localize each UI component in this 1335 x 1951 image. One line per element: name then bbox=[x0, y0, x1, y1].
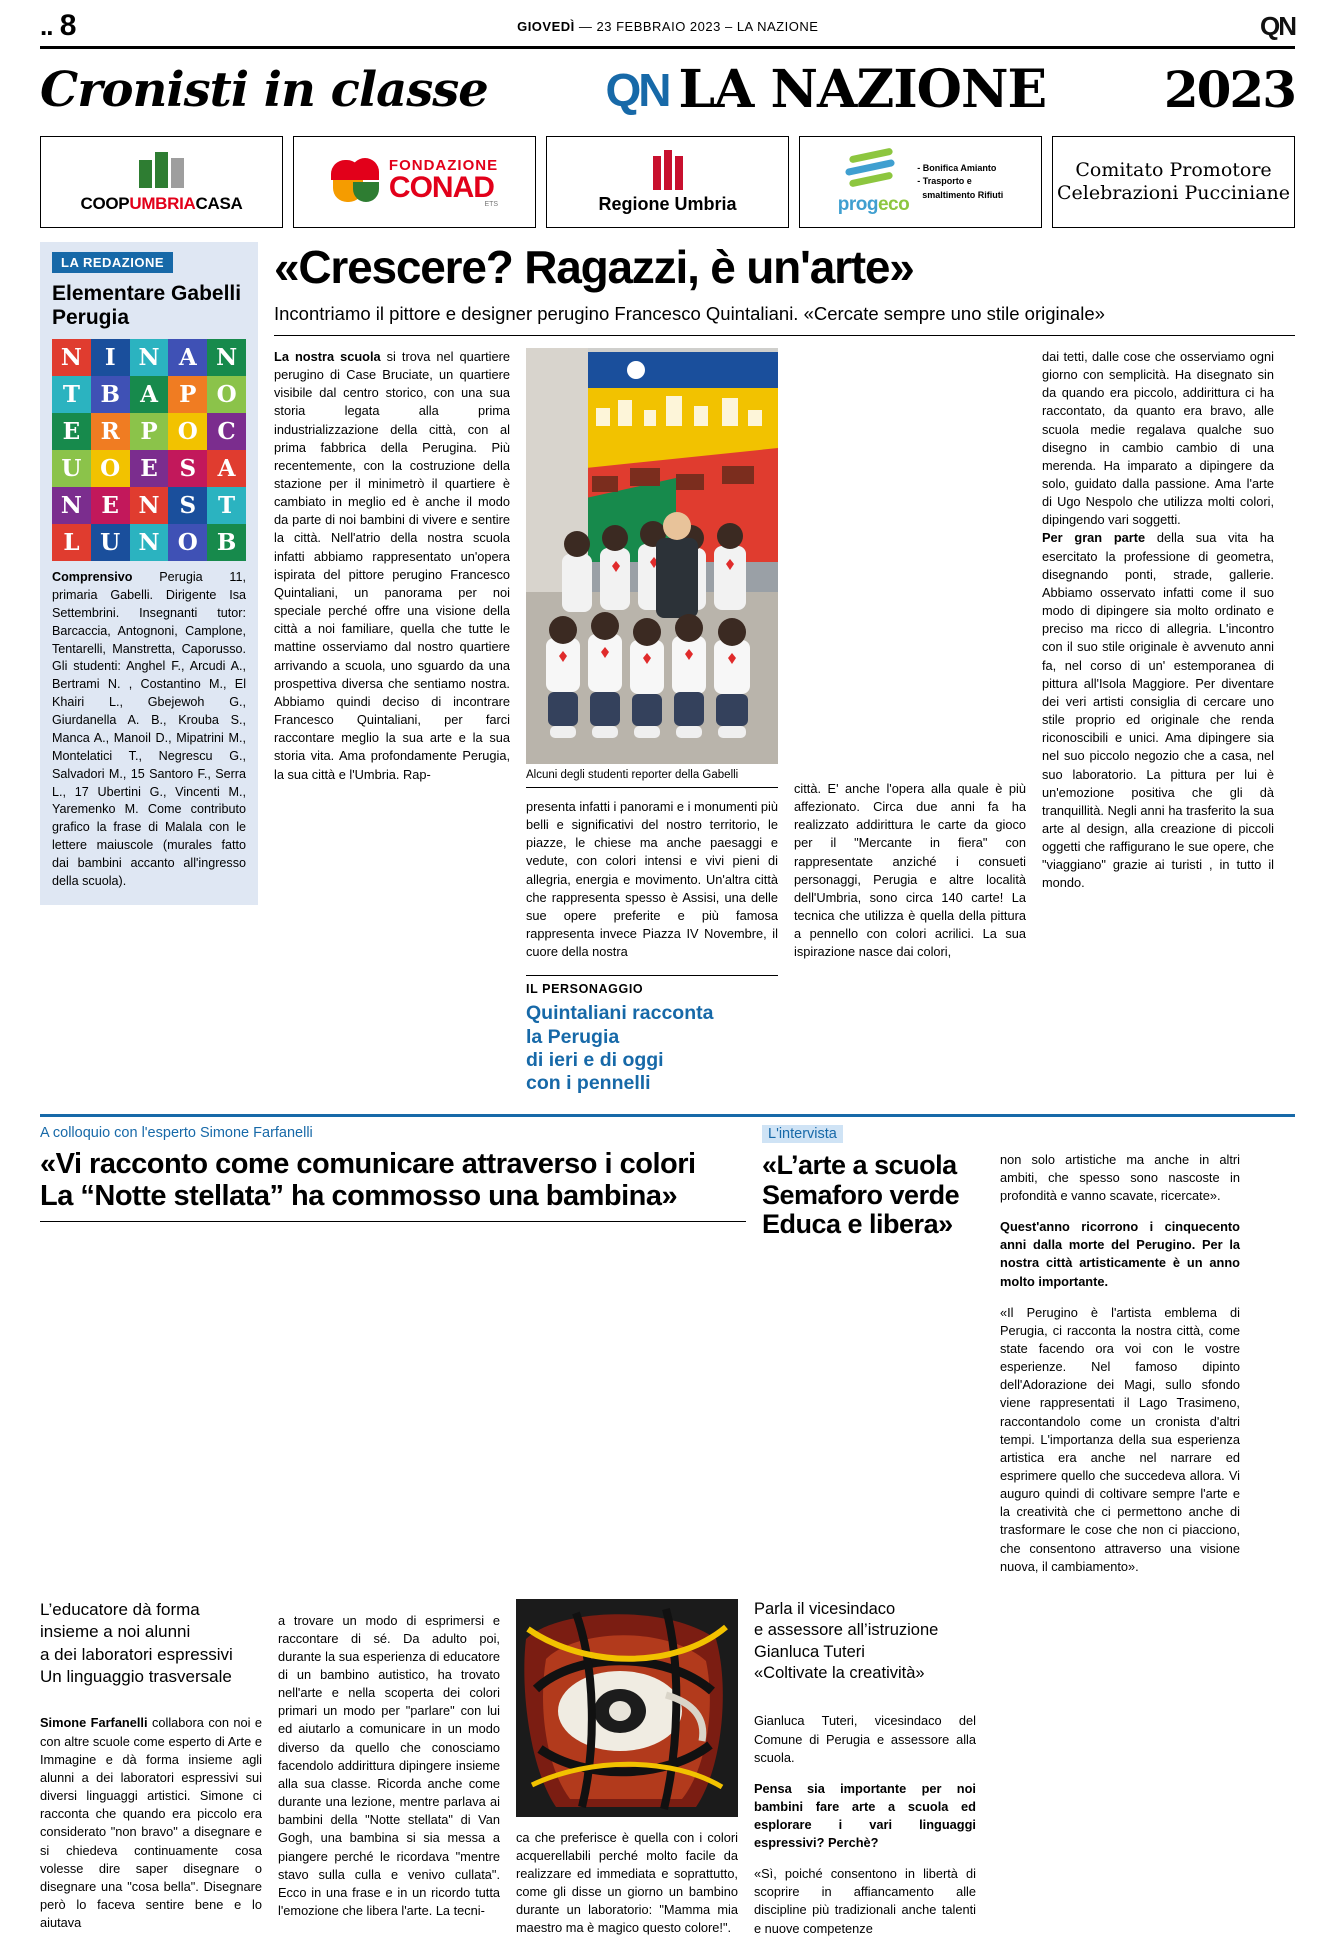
interview-question-2: Quest'anno ricorrono i cinquecento anni dalla morte del Perugino. Per la nostra città artisticamente è un anno molto importante. bbox=[1000, 1219, 1240, 1289]
farfanelli-col2-text: a trovare un modo di esprimersi e raccontare di sé. Da adulto poi, durante la sua esperienza di educatore di un bambino autistico, ha trovato nell'arte e nella scoperta dei colori primari un modo per "parlare" con lui ed aiutarlo a comunicare in un modo diverso da quello che conosciamo facendolo addirittura dipingere insieme alla sua classe. Ricorda anche come durante una lezione, mentre parlava ai bambini della "Notte stellata" di Van Gogh, una bambina si sia messa a piangere perché le ricordava "mentre stavo sulla culla e venivo cullata". Ecco in una frase e in un ricordo tutta l'emozione che libera l'arte. La tecni- bbox=[278, 1612, 500, 1918]
sponsor-regione-label: Regione Umbria bbox=[598, 193, 737, 214]
issue-weekday: GIOVEDÌ bbox=[517, 18, 575, 34]
mural-letter: S bbox=[168, 450, 207, 487]
lower-right-kicker: L'intervista bbox=[762, 1125, 843, 1143]
article-subhead: Incontriamo il pittore e designer perugino Francesco Quintaliani. «Cercate sempre uno stile originale» bbox=[274, 302, 1105, 324]
redaction-sidebar bbox=[40, 242, 258, 1096]
sponsor-progeco-label: progeco bbox=[837, 194, 910, 215]
regione-umbria-icon bbox=[653, 150, 683, 190]
mural-letter: O bbox=[91, 450, 130, 487]
qn-brand-logo: QN bbox=[605, 63, 669, 116]
mural-letter: E bbox=[130, 450, 169, 487]
section-title-script: Cronisti in classe bbox=[40, 61, 488, 118]
page-number bbox=[40, 9, 75, 43]
interview-col bbox=[754, 1599, 976, 1951]
personaggio-label: IL PERSONAGGIO bbox=[526, 982, 644, 997]
article-headline: «Crescere? Ragazzi, è un'arte» bbox=[274, 241, 914, 293]
article-columns bbox=[274, 348, 1295, 1096]
farfanelli-intro: L’educatore dà forma insieme a noi alunni a dei laboratori espressivi Un linguaggio trasversale bbox=[40, 1599, 233, 1687]
mural-letter: B bbox=[207, 524, 246, 561]
conad-label-sub: ETS bbox=[484, 200, 499, 208]
paper-name: LA NAZIONE bbox=[736, 18, 819, 34]
mural-letter: E bbox=[52, 413, 91, 450]
article-column-4 bbox=[1042, 348, 1274, 1096]
mural-letter: I bbox=[91, 339, 130, 376]
mural-letter: C bbox=[207, 413, 246, 450]
farfanelli-col3-text: ca che preferisce è quella con i colori acquerellabili perché molto facile da realizzare ed immediata e soprattutto, come gli disse un giorno un bambino durante un laboratorio: "Mamma mia maestro ma è magico questo colore!". bbox=[516, 1829, 738, 1936]
lower-body bbox=[40, 1599, 1295, 1951]
article-column-2 bbox=[526, 348, 778, 1096]
mural-letter: R bbox=[91, 413, 130, 450]
interview-body-1: Gianluca Tuteri, vicesindaco del Comune di Perugia e assessore alla scuola. bbox=[754, 1713, 976, 1765]
mural-letter: N bbox=[130, 339, 169, 376]
mural-letter: P bbox=[130, 413, 169, 450]
farfanelli-col2 bbox=[278, 1599, 500, 1951]
painted-face-artwork bbox=[516, 1599, 738, 1817]
mural-letter: T bbox=[207, 487, 246, 524]
lower-headers bbox=[40, 1125, 1295, 1589]
mural-letter: E bbox=[91, 487, 130, 524]
mural-letter: O bbox=[168, 413, 207, 450]
personaggio-title: Quintaliani racconta la Perugia di ieri e di oggi con i pennelli bbox=[526, 1002, 714, 1095]
sponsor-comitato-promotore bbox=[1052, 136, 1295, 228]
mural-letter: A bbox=[207, 450, 246, 487]
masthead-year: 2023 bbox=[1163, 60, 1295, 119]
mural-letter: S bbox=[168, 487, 207, 524]
article-col4-text-b: Per gran parte della sua vita ha esercitato la professione di geometra, disegnando ponti, strade, gallerie. Abbiamo osservato infatti come il suo modo di dipingere sia molto ordinato e preciso ma ricco di allegria. L'incontro con il suo stile originale è avvenuto anni fa, nel corso di un' estemporanea di pittura all'Isola Maggiore. Per diventare dei veri artisti consiglia di cercare uno stile proprio ed originale che renda riconoscibili e unici. Ama dipingere sia nel suo piccolo negozio che a casa, nel suo laboratorio. La pittura per lui è un'emozione positiva che gli dà tranquillità. Negli anni ha trasferito la sua arte al design, alla creazione di piccoli oggetti che raffigurano le sue opere, che "viaggiano" grazie ai turisti , in tutto il mondo. bbox=[1042, 530, 1274, 891]
lower-right-headline: «L’arte a scuola Semaforo verde Educa e libera» bbox=[762, 1149, 960, 1240]
sponsor-strip bbox=[40, 136, 1295, 228]
mural-letter: U bbox=[91, 524, 130, 561]
farfanelli-col1-text: Simone Farfanelli collabora con noi e con altre scuole come esperto di Arte e Immagine e dà forma insieme agli alunni a dei laboratori espressivi sui diversi linguaggi artistici. Simone ci racconta che quando era piccolo era considerato "non bravo" a disegnare e si chiedeva continuamente cosa volesse dire saper disegnare o disegnare una "cosa bella". Disegnare però lo faceva sentire bene e lo aiutava bbox=[40, 1715, 263, 1931]
farfanelli-intro-col bbox=[40, 1599, 262, 1951]
lower-right-header bbox=[762, 1125, 984, 1589]
farfanelli-col3 bbox=[516, 1599, 738, 1951]
conad-label-main: CONAD bbox=[388, 170, 494, 204]
credits-lead: Comprensivo bbox=[52, 570, 133, 585]
article-column-1 bbox=[274, 348, 510, 1096]
main-article bbox=[40, 242, 1295, 1096]
coop-bars-icon bbox=[139, 150, 184, 188]
mural-letter: N bbox=[52, 339, 91, 376]
mural-letter: B bbox=[91, 376, 130, 413]
progeco-waves-icon bbox=[843, 148, 903, 194]
personaggio-block bbox=[526, 975, 778, 1096]
interview-answer-1-cont: non solo artistiche ma anche in altri ambiti, che spesso sono nascoste in profondità e vanno scavate, ricercate». bbox=[1000, 1151, 1240, 1204]
issue-date: GIOVEDÌ — 23 FEBBRAIO 2023 – LA NAZIONE bbox=[517, 18, 819, 34]
page-number-value: 8 bbox=[59, 9, 76, 42]
lower-left-kicker: A colloquio con l'esperto Simone Farfanelli bbox=[40, 1124, 313, 1141]
page-number-dots: .. bbox=[40, 11, 53, 41]
masthead-paper-name: LA NAZIONE bbox=[678, 59, 1047, 120]
credits-text: Comprensivo Perugia 11, primaria Gabelli. Dirigente Isa Settembrini. Insegnanti tutor: Barcaccia, Antognoni, Camplone, Tentarelli, Manstretta, Caporusso. Gli studenti: Anghel F., Arcudi A., Bertrami N. , Costantino M., El Khairi L., Gbejewoh G., Giurdanella A. B., Krouba S., Manca A., Manoil D., Mipatrini M., Montelatici T., Negrescu G., Salvadori M., 15 Santoro F., Serra L., 17 Ubertini G., Vincenti M., Yaremenko M. Come contributo grafico la frase di Malala con le lettere maiuscole (murales fatto dai bambini accanto all'ingresso della scuola). bbox=[52, 570, 246, 888]
section-masthead bbox=[40, 49, 1295, 124]
mural-letter: N bbox=[52, 487, 91, 524]
mural-letter: T bbox=[52, 376, 91, 413]
interview-spacer-col bbox=[992, 1599, 1214, 1951]
mural-letter: O bbox=[207, 376, 246, 413]
mural-letter: N bbox=[130, 524, 169, 561]
mural-letter: N bbox=[207, 339, 246, 376]
redaction-box bbox=[40, 242, 258, 905]
lower-left-header bbox=[40, 1125, 746, 1589]
mural-letter: L bbox=[52, 524, 91, 561]
sponsor-fondazione-conad bbox=[293, 136, 536, 228]
mural-letter: U bbox=[52, 450, 91, 487]
issue-date-value: 23 FEBBRAIO 2023 bbox=[596, 18, 721, 34]
article-col3-text: città. E' anche l'opera alla quale è più affezionato. Circa due anni fa ha realizzato addirittura le carte da gioco per il "Mercante in fiera" con rappresentate anziché i consueti personaggi, Perugia e altre località dell'Umbria, sono circa 140 carte! La tecnica che utilizza è quella della pittura a pennello con colori acrilici. La sua ispirazione nasce dai colori, bbox=[794, 780, 1026, 960]
redaction-tag: LA REDAZIONE bbox=[52, 252, 173, 273]
mural-letter: N bbox=[130, 487, 169, 524]
lower-right-overflow bbox=[1000, 1125, 1240, 1589]
lower-section-rule bbox=[40, 1114, 1295, 1117]
artwork-image bbox=[516, 1599, 738, 1817]
mural-letter: O bbox=[168, 524, 207, 561]
interview-answer-2: «Il Perugino è l'artista emblema di Perugia, ci racconta la nostra città, come state facendo ora voi con le vostre esperienze. Nel famoso dipinto dell'Adorazione dei Magi, sullo sfondo viene rappresentati il Lago Trasimeno, raccontandolo come un cronista d'altri tempi. L'importanza della sua esperienza artistica era anche nel narrare ed esprimere quello che succedeva allora. Vi auguro quindi di coltivare sempre l'arte e la creatività che ci permettono anche di trasformare le cose che non ci piacciono, che consentono attraverso una visione nuova, il cambiamento». bbox=[1000, 1304, 1240, 1574]
comitato-label: Comitato Promotore Celebrazioni Pucciniane bbox=[1056, 159, 1291, 204]
interview-answer-1: «Sì, poiché consentono in libertà di scoprire in affiancamento alle discipline più tradizionali anche talenti e nuove competenze bbox=[754, 1866, 976, 1936]
interview-question-1: Pensa sia importante per noi bambini fare arte a scuola ed esplorare i vari linguaggi espressivi? Perchè? bbox=[754, 1780, 976, 1851]
headline-rule bbox=[274, 335, 1295, 336]
mural-image bbox=[52, 339, 246, 561]
article-column-3 bbox=[794, 348, 1026, 1096]
article-photo bbox=[526, 348, 778, 764]
sponsor-regione-umbria bbox=[546, 136, 789, 228]
sponsor-progeco bbox=[799, 136, 1042, 228]
article-body bbox=[274, 242, 1295, 1096]
mural-letter: P bbox=[168, 376, 207, 413]
article-col2-text: presenta infatti i panorami e i monumenti più belli e significativi del nostro territorio, le piazze, le chiese ma anche paesaggi e vedute, con colori intensi e vivi pieni di allegria, energia e movimento. Un'altra città che rappresenta spesso è Assisi, una delle sue opere preferite e più famosa rappresenta invece Piazza IV Novembre, il cuore della nostra bbox=[526, 798, 778, 960]
caption-rule bbox=[526, 787, 778, 788]
mural-letter: A bbox=[168, 339, 207, 376]
article-col1-text: La nostra scuola si trova nel quartiere perugino di Case Bruciate, un quartiere visibile dal centro storico, con una sua storia legata alla prima industrializzazione della città, con al prima fabbrica della Perugina. Più recentemente, con la costruzione della stazione per il minimetrò il quartiere è cambiato in meglio ed è anche il modo da parte di noi bambini di vivere e sentire la città. Nell'atrio della nostra scuola infatti abbiamo rappresentato un'opera ispirata del pittore perugino Francesco Quintaliani, un panorama per noi speciale perché offre una visione della città a noi familiare, quella che tutte le mattine osserviamo dal nostro quartiere arrivando a scuola, uno sguardo da una prospettiva diversa che sentiamo nostra. Abbiamo quindi deciso di incontrare Francesco Quintaliani, per farci raccontare meglio la sua arte e la sua storia vita. Ama profondamente Perugia, la sua città e l'Umbria. Rap- bbox=[274, 348, 511, 782]
progeco-services: - Bonifica Amianto - Trasporto e smaltimento Rifiuti bbox=[917, 163, 1004, 200]
mural-letter: A bbox=[130, 376, 169, 413]
lower-left-headline: «Vi racconto come comunicare attraverso i colori La “Notte stellata” ha commosso una bambina» bbox=[40, 1147, 696, 1212]
conad-label-top: FONDAZIONE bbox=[388, 156, 499, 174]
article-col4-text-a: dai tetti, dalle cose che osserviamo ogni giorno con semplicità. Ha disegnato sin da quando era piccolo, addirittura ci ha raccontato, da quanto era bravo, alle scuola medie regalava qualche suo disegno in cambio cambio di una merenda. Ha imparato a dipingere da solo, guidato dalla passione. Ama l'arte di Ugo Nespolo che utilizza molti colori, dipingendo vari soggetti. bbox=[1042, 348, 1274, 528]
lower-section bbox=[40, 1114, 1295, 1951]
sponsor-coop-umbria-casa bbox=[40, 136, 283, 228]
conad-hands-icon bbox=[331, 158, 383, 206]
lower-left-rule bbox=[40, 1221, 746, 1222]
school-name: Elementare Gabelli Perugia bbox=[52, 282, 242, 329]
students-photo-illustration bbox=[526, 348, 778, 764]
interview-stand: Parla il vicesindaco e assessore all’istruzione Gianluca Tuteri «Coltivate la creatività» bbox=[754, 1599, 939, 1683]
page-header bbox=[40, 0, 1295, 46]
sponsor-coop-label: COOPUMBRIACASA bbox=[80, 194, 243, 213]
photo-caption: Alcuni degli studenti reporter della Gabelli bbox=[526, 768, 739, 781]
qn-top-logo: QN bbox=[1260, 10, 1295, 41]
